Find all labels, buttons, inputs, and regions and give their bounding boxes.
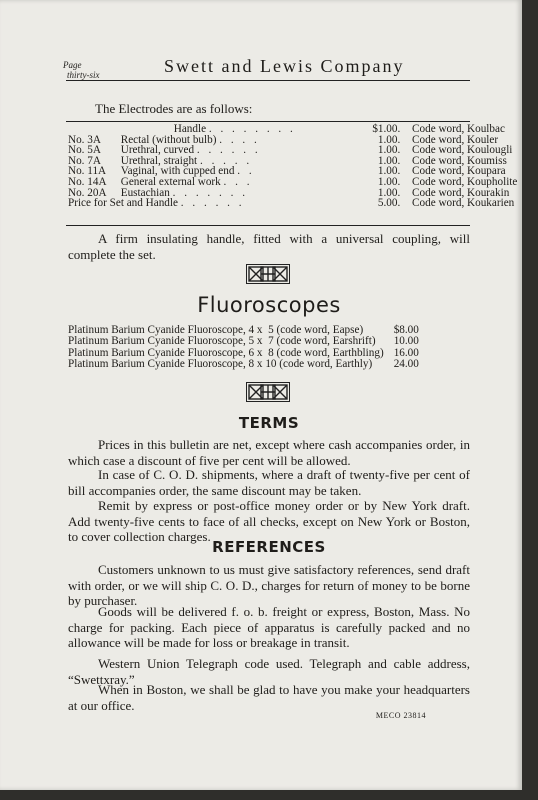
electrode-price: 1.00.: [377, 133, 401, 146]
fluoroscope-price: 16.00: [393, 346, 419, 359]
leader-dots: . . . . . . . .: [208, 123, 296, 135]
electrode-number: No. 3A: [68, 133, 101, 146]
electrode-price: $1.00.: [372, 123, 401, 135]
electrode-name: Eustachian: [120, 186, 170, 199]
electrode-row: [68, 198, 522, 209]
electrode-number: No. 7A: [68, 154, 101, 167]
electrodes-table: [68, 124, 522, 209]
electrode-code-word: Code word, Koupara: [412, 165, 506, 178]
table-top-rule: [66, 121, 470, 122]
column-gap: [400, 124, 412, 135]
column-gap: [400, 166, 412, 177]
column-gap: [400, 135, 412, 146]
electrode-number: No. 11A: [68, 165, 107, 178]
fluoroscope-description: Platinum Barium Cyanide Fluoroscope, 8 x 10 (code word, Earthly): [68, 358, 373, 371]
electrode-price: 1.00.: [377, 154, 401, 167]
electrode-code-word: Code word, Kouler: [412, 133, 499, 146]
electrode-code-word: Code word, Koukarien: [412, 197, 515, 210]
fluoroscopes-table: [68, 325, 419, 371]
electrode-price: 1.00.: [377, 175, 401, 188]
page-number: [63, 60, 100, 80]
company-header: Swett and Lewis Company: [164, 56, 405, 76]
leader-dots: . . . . . .: [196, 144, 261, 157]
references-paragraph-1: Customers unknown to us must give satisfactory references, send draft with order, or we will ship C. O. D., charges for return of money to be borne by purchaser.: [68, 562, 470, 608]
page-bottom-shadow: [0, 790, 538, 800]
electrode-code-word: Code word, Kourakin: [412, 186, 510, 199]
electrode-name: Urethral, curved: [120, 144, 195, 157]
page-number-words: thirty-six: [67, 70, 100, 80]
fluoroscope-description: Platinum Barium Cyanide Fluoroscope, 5 x 7 (code word, Earshrift): [68, 335, 376, 348]
electrode-number: [68, 124, 121, 135]
page-edge-shadow: [522, 0, 538, 800]
references-paragraph-3: Western Union Telegraph code used. Telegraph and cable address, “Swettxray.”: [68, 656, 470, 687]
electrode-code-word: Code word, Koulbac: [412, 123, 505, 135]
leader-dots: . . .: [223, 175, 253, 188]
electrode-code-word: Code word, Koumiss: [412, 154, 507, 167]
electrode-code-word: Code word, Koulougli: [412, 144, 513, 157]
fluoroscope-price: 24.00: [393, 358, 419, 371]
leader-dots: . . . . .: [199, 154, 253, 167]
electrode-price: 1.00.: [377, 165, 401, 178]
electrode-price: 5.00.: [377, 197, 401, 210]
fluoroscope-description: Platinum Barium Cyanide Fluoroscope, 4 x 5 (code word, Eapse): [68, 324, 364, 336]
references-paragraph-4: When in Boston, we shall be glad to have you make your headquarters at our office.: [68, 682, 470, 713]
page-label: Page: [63, 60, 82, 70]
electrode-number: No. 14A: [68, 175, 107, 188]
electrode-number: No. 5A: [68, 144, 101, 157]
electrode-name: Handle: [173, 123, 207, 135]
column-gap: [400, 188, 412, 199]
leader-dots: . . . . . . .: [172, 186, 248, 199]
electrode-code-word: Code word, Koupholite: [412, 175, 518, 188]
column-gap: [400, 198, 412, 209]
electrodes-intro: The Electrodes are as follows:: [95, 101, 253, 116]
ornament-divider: [246, 264, 290, 284]
column-gap: [400, 177, 412, 188]
terms-heading: TERMS: [238, 414, 300, 432]
printer-imprint: MECO 23814: [375, 711, 426, 720]
electrode-description: [68, 198, 354, 209]
fluoroscope-row: [68, 359, 419, 370]
header-rule: [66, 80, 470, 81]
leader-dots: . .: [237, 165, 255, 178]
electrode-number: No. 20A: [68, 186, 107, 199]
column-gap: [400, 145, 412, 156]
electrode-name: General external work: [120, 175, 221, 188]
column-gap: [400, 156, 412, 167]
fluoroscope-price: 10.00: [393, 335, 419, 348]
electrode-name: Vaginal, with cupped end: [120, 165, 235, 178]
electrode-number: Price for Set and Handle: [68, 197, 178, 210]
fluoroscope-price: $8.00: [393, 324, 419, 336]
references-paragraph-2: Goods will be delivered f. o. b. freight or express, Boston, Mass. No charge for packing. Each piece of apparatus is carefully packed and no allowance will be made for loss or breakage in transit.: [68, 604, 470, 650]
ornament-divider-2: [246, 382, 290, 402]
terms-paragraph-3: Remit by express or post-office money order or by New York draft. Add twenty-five cents to face of all checks, except on New York or Boston, to cover collection charges.: [68, 498, 470, 544]
fluoroscopes-heading: Fluoroscopes: [197, 293, 341, 317]
leader-dots: . . . . . .: [180, 197, 245, 210]
electrodes-note: A firm insulating handle, fitted with a universal coupling, will complete the set.: [68, 231, 470, 262]
electrode-price: 1.00.: [377, 144, 401, 157]
references-heading: REFERENCES: [212, 538, 326, 556]
fluoroscope-description: Platinum Barium Cyanide Fluoroscope, 6 x 8 (code word, Earthbling): [68, 346, 384, 359]
terms-paragraph-1: Prices in this bulletin are net, except where cash accompanies order, in which case a discount of five per cent will be allowed.: [68, 437, 470, 468]
electrode-name: Urethral, straight: [120, 154, 198, 167]
terms-paragraph-2: In case of C. O. D. shipments, where a draft of twenty-five per cent of bill accompanies order, the same discount may be taken.: [68, 467, 470, 498]
electrode-price: 1.00.: [377, 186, 401, 199]
table-bottom-rule: [66, 225, 470, 226]
electrode-name: Rectal (without bulb): [120, 133, 217, 146]
leader-dots: . . . .: [219, 133, 260, 146]
